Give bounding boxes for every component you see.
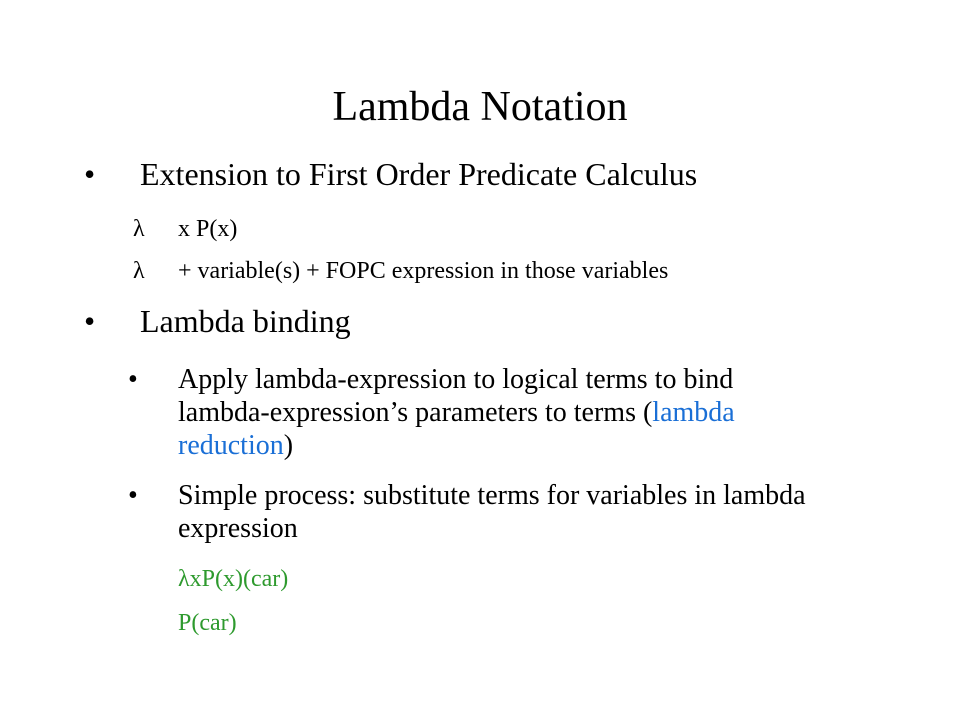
example-result: P(car): [178, 610, 237, 636]
apply-text-after: ): [283, 430, 294, 461]
bullet-icon: •: [128, 480, 138, 511]
bullet-icon: •: [128, 364, 138, 395]
bullet-lambda-binding-text: Lambda binding: [140, 303, 351, 339]
bullet-icon: •: [84, 156, 96, 192]
lambda-icon: λ: [133, 258, 145, 284]
apply-text-before: Apply lambda-expression to logical terms to bind lambda-expression’s parameters to terms (: [178, 364, 734, 428]
example-1-text: xP(x)(car): [189, 566, 289, 592]
bullet-extension-text: Extension to First Order Predicate Calculus: [140, 156, 698, 192]
slide-title: Lambda Notation: [332, 84, 628, 130]
lambda-reduction-term: lambda reduction: [178, 397, 735, 461]
lambda-item-1-text: x P(x): [178, 216, 238, 242]
sub-bullet-simple-process-text: Simple process: substitute terms for variables in lambda expression: [178, 480, 806, 544]
sub-bullet-apply-text: [178, 363, 818, 462]
lambda-icon: λ: [133, 216, 145, 242]
example-lambda-application: [178, 563, 288, 595]
bullet-icon: •: [84, 303, 96, 339]
lambda-item-2-text: + variable(s) + FOPC expression in those variables: [178, 258, 669, 284]
lambda-icon: λ: [178, 566, 190, 592]
